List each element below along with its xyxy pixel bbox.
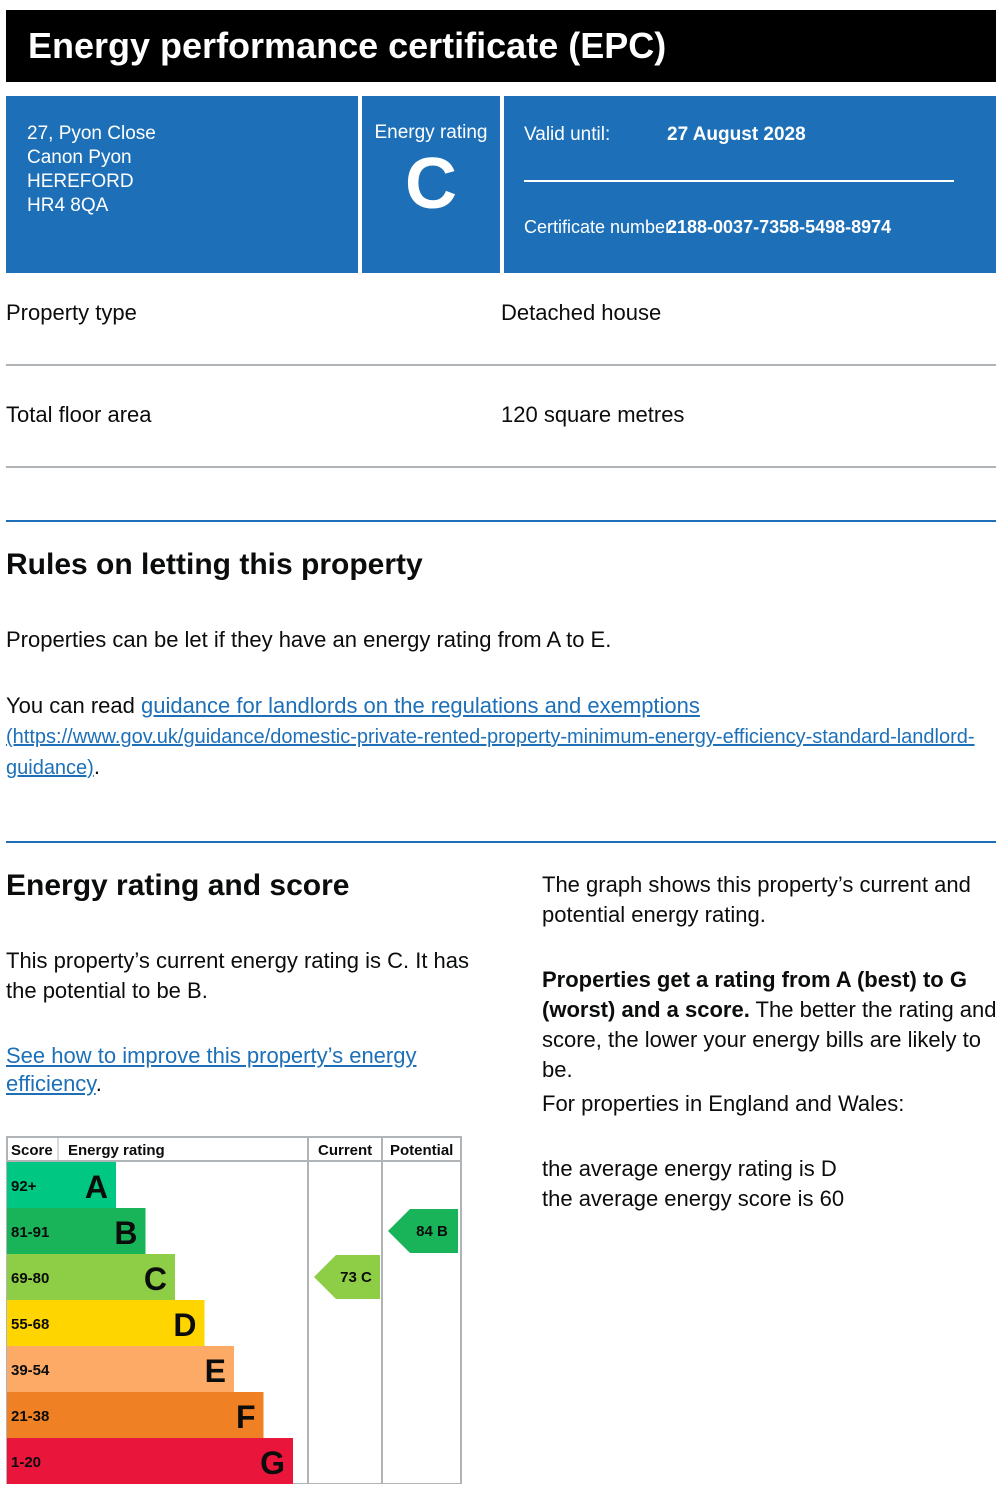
- section-divider: [6, 520, 996, 522]
- band-range: 81-91: [11, 1224, 50, 1241]
- band-letter: B: [114, 1215, 138, 1251]
- panel-divider: [524, 180, 954, 182]
- certificate-number: 2188-0037-7358-5498-8974: [667, 217, 892, 237]
- improve-link-block: [6, 1042, 526, 1098]
- average-ratings: [542, 1154, 997, 1214]
- band-range: 1-20: [11, 1454, 42, 1471]
- address-line-1: 27, Pyon Close: [27, 123, 156, 144]
- band-letter: D: [173, 1307, 197, 1343]
- band-letter: F: [235, 1399, 256, 1435]
- address-line-3: HEREFORD: [27, 171, 134, 192]
- band-range: 69-80: [11, 1270, 50, 1287]
- letting-guidance: [6, 691, 986, 783]
- chart-header-score: Score: [11, 1142, 53, 1159]
- rating-scale-rest-2: The better the rating and: [749, 997, 997, 1022]
- band-letter: G: [260, 1445, 285, 1481]
- address-panel: [6, 96, 358, 273]
- band-letter: E: [204, 1353, 226, 1389]
- guidance-prefix: You can read: [6, 693, 141, 718]
- rating-scale-bold-2: (worst) and a score.: [542, 997, 750, 1022]
- property-type-value: Detached house: [501, 300, 662, 325]
- band-bar-g: [58, 1438, 293, 1484]
- band-bar-f: [58, 1392, 264, 1438]
- average-score: the average energy score is 60: [542, 1186, 845, 1211]
- floor-area-value: 120 square metres: [501, 402, 685, 427]
- energy-paragraph-line-1: This property’s current energy rating is C. It has: [6, 948, 470, 973]
- band-range: 21-38: [11, 1408, 50, 1425]
- energy-rating-chart: [6, 1136, 462, 1484]
- energy-paragraph-line-2: the potential to be B.: [6, 978, 208, 1003]
- band-range: 55-68: [11, 1316, 50, 1333]
- section-divider: [6, 841, 996, 843]
- divider: [6, 364, 996, 366]
- chart-header-energy-rating: Energy rating: [68, 1142, 165, 1159]
- address-line-2: Canon Pyon: [27, 147, 132, 168]
- energy-heading: Energy rating and score: [6, 869, 350, 902]
- improve-link-line-1[interactable]: See how to improve this property’s energy: [6, 1043, 417, 1068]
- validity-panel: [504, 96, 996, 273]
- energy-paragraph: [6, 946, 526, 1006]
- divider: [6, 466, 996, 468]
- certificate-number-label: Certificate number:: [524, 217, 677, 237]
- rating-scale-bold-1: Properties get a rating from A (best) to G: [542, 967, 967, 992]
- band-letter: A: [84, 1169, 108, 1205]
- guidance-url-line-2[interactable]: guidance): [6, 757, 94, 779]
- average-rating: the average energy rating is D: [542, 1156, 837, 1181]
- rating-scale-rest-3: score, the lower your energy bills are likely to be.: [542, 1027, 981, 1082]
- letting-heading: Rules on letting this property: [6, 548, 423, 581]
- band-range: 39-54: [11, 1362, 50, 1379]
- graph-explanation-line-2: potential energy rating.: [542, 902, 766, 927]
- band-letter: C: [143, 1261, 167, 1297]
- valid-until-date: 27 August 2028: [667, 124, 806, 145]
- energy-rating-panel: [362, 96, 500, 273]
- guidance-end: .: [93, 754, 100, 779]
- energy-rating-label: Energy rating: [374, 122, 488, 143]
- rating-scale-explanation: [542, 965, 997, 1085]
- band-range: 92+: [11, 1178, 37, 1195]
- chart-header-current: Current: [318, 1142, 373, 1159]
- improve-link-end: .: [95, 1071, 102, 1096]
- letting-paragraph: Properties can be let if they have an energy rating from A to E.: [6, 627, 612, 652]
- graph-explanation: [542, 870, 997, 930]
- energy-rating-letter: C: [405, 144, 457, 224]
- address-line-4: HR4 8QA: [27, 195, 109, 216]
- page-title: Energy performance certificate (EPC): [6, 10, 996, 82]
- guidance-url-line-1[interactable]: (https://www.gov.uk/guidance/domestic-private-rented-property-minimum-energy-efficiency-standard-landlord-: [6, 726, 975, 748]
- floor-area-label: Total floor area: [6, 402, 152, 427]
- chart-header-potential: Potential: [390, 1142, 454, 1159]
- current-rating-label: 73 C: [340, 1269, 372, 1286]
- guidance-link[interactable]: guidance for landlords on the regulations and exemptions: [140, 693, 700, 718]
- potential-rating-label: 84 B: [416, 1223, 448, 1240]
- graph-explanation-line-1: The graph shows this property’s current and: [542, 872, 971, 897]
- england-wales-note: For properties in England and Wales:: [542, 1091, 905, 1116]
- valid-until-label: Valid until:: [524, 124, 611, 145]
- property-type-label: Property type: [6, 300, 137, 325]
- improve-link-line-2[interactable]: efficiency: [6, 1071, 96, 1096]
